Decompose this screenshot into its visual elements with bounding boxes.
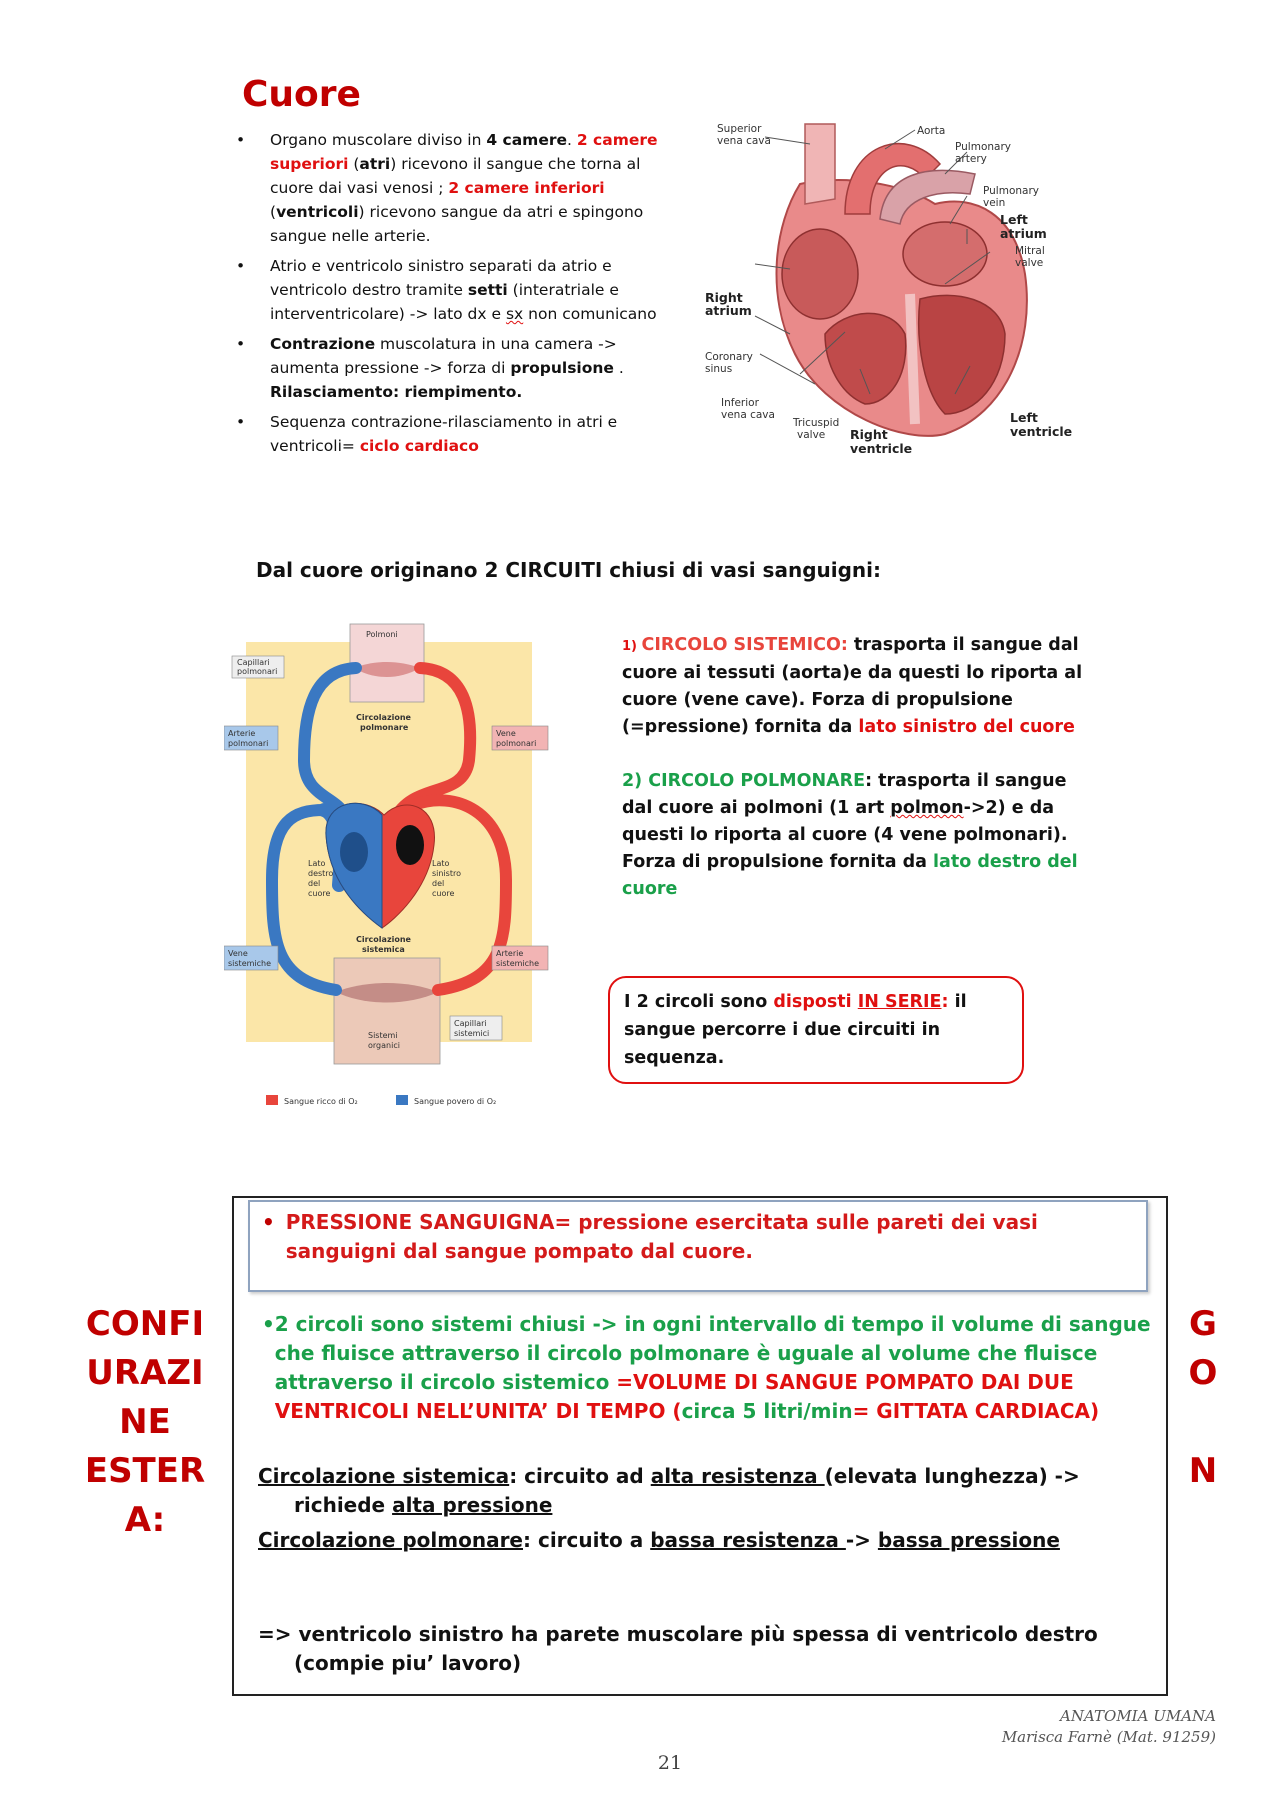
heart-label: Pulmonary	[955, 141, 1011, 153]
text: ventricoli	[276, 203, 359, 221]
heart-label: artery	[955, 153, 987, 165]
pulmonary-circuit-text	[622, 768, 1092, 903]
heart-label: atrium	[705, 303, 752, 318]
text: => ventricolo sinistro ha parete muscolare più spessa di ventricolo destro (compie piu’ lavoro)	[258, 1622, 1098, 1675]
text: I 2 circoli sono	[624, 992, 774, 1012]
text: atri	[359, 155, 391, 173]
heart-label: vena cava	[717, 135, 771, 147]
bullet: •	[236, 257, 246, 275]
diagram-label: Vene	[496, 729, 516, 738]
text: Atrio e ventricolo sinistro separati da atrio e ventricolo destro tramite	[270, 257, 612, 299]
text: CIRCOLO SISTEMICO:	[641, 635, 848, 655]
diagram-label: sistemici	[454, 1029, 490, 1038]
text: ->	[845, 1528, 878, 1552]
pulmonary-resistance-text	[258, 1526, 1148, 1555]
heart-label: ventricle	[850, 441, 913, 456]
text: Organo muscolare diviso in	[270, 131, 487, 149]
text: polmon	[890, 798, 964, 818]
legend-label: Sangue povero di O₂	[414, 1097, 497, 1106]
diagram-label: Lato	[308, 859, 326, 868]
text: alta resistenza	[650, 1464, 825, 1488]
heart-label: vena cava	[721, 409, 775, 421]
footer-course: ANATOMIA UMANA	[1060, 1707, 1216, 1725]
heart-label: vein	[983, 197, 1006, 209]
diagram-label: Sistemi	[368, 1031, 398, 1040]
text: ) ricevono sangue da atri e spingono sangue nelle arterie.	[270, 203, 644, 245]
diagram-label: Capillari	[454, 1019, 487, 1028]
side-text-line: ESTER	[84, 1451, 206, 1491]
text: lato sinistro del cuore	[858, 717, 1075, 737]
text: non comunicano	[523, 305, 657, 323]
list-item	[236, 332, 680, 404]
text: =VOLUME DI SANGUE POMPATO DAI DUE VENTRICOLI NELL’UNITA’ DI TEMPO (	[274, 1370, 1074, 1423]
text: (	[270, 203, 277, 221]
list-item	[236, 410, 680, 458]
text: 2 camere inferiori	[448, 179, 605, 197]
text: Sequenza contrazione-rilasciamento in atri e ventricoli=	[270, 413, 618, 455]
diagram-label: sinistro	[432, 869, 461, 878]
right-atrium-chamber	[782, 229, 858, 319]
legend-swatch-rich	[266, 1095, 278, 1105]
text: sx	[505, 305, 524, 323]
diagram-label: sistemica	[362, 945, 405, 954]
text: IN SERIE	[857, 992, 942, 1012]
heart-label: Mitral	[1015, 245, 1045, 257]
text: (interatriale e interventricolare) -> lato dx e	[270, 281, 619, 323]
side-text-line: URAZI	[86, 1353, 204, 1393]
side-text-line: A:	[124, 1500, 166, 1540]
page-number: 21	[657, 1752, 683, 1774]
text: Forza di propulsione fornita da	[622, 852, 934, 872]
text: 2) CIRCOLO POLMONARE	[622, 771, 866, 791]
text: 1)	[622, 639, 642, 654]
text: bassa pressione	[877, 1528, 1060, 1552]
heart-label: Left	[1010, 410, 1038, 425]
page-title: Cuore	[242, 74, 361, 115]
left-ventricle-shape	[396, 825, 424, 865]
text: .	[567, 131, 577, 149]
bullet: •	[236, 413, 246, 431]
pressure-definition	[262, 1208, 1142, 1266]
legend-swatch-poor	[396, 1095, 408, 1105]
text: Contrazione	[270, 335, 376, 353]
text: Circolazione polmonare	[258, 1528, 523, 1552]
septum-shape	[910, 294, 915, 424]
text: ->2) e da questi lo riporta al cuore (4 vene polmonari).	[622, 798, 1068, 845]
diagram-label: Capillari	[237, 658, 270, 667]
heart-label: Aorta	[917, 125, 946, 137]
diagram-label: destro	[308, 869, 334, 878]
text: : trasporta il sangue dal cuore ai polmoni (1 art	[622, 771, 1067, 818]
circuits-description	[622, 632, 1092, 930]
bullet: •	[236, 335, 246, 353]
bullet: •	[236, 131, 246, 149]
side-text-line: NE	[119, 1402, 171, 1442]
diagram-label: Circolazione	[356, 713, 411, 722]
list-item	[236, 128, 680, 248]
text: propulsione	[510, 359, 614, 377]
diagram-label: Arterie	[228, 729, 256, 738]
text: ciclo cardiaco	[359, 437, 479, 455]
text: : circuito ad	[509, 1464, 651, 1488]
list-item	[236, 254, 680, 326]
heart-bullet-list	[236, 128, 680, 464]
heart-label: Right	[705, 290, 743, 305]
side-text-line: G	[1189, 1304, 1217, 1344]
text: : circuito a	[523, 1528, 651, 1552]
left-atrium-chamber	[903, 222, 987, 286]
text: alta pressione	[392, 1493, 553, 1517]
superior-vena-cava-shape	[805, 124, 835, 204]
diagram-label: cuore	[432, 889, 455, 898]
text: Rilasciamento: riempimento.	[270, 383, 523, 401]
text: setti	[467, 281, 508, 299]
side-text-line: CONFI	[85, 1304, 205, 1344]
heart-label: Tricuspid	[793, 417, 840, 429]
text: = GITTATA CARDIACA)	[852, 1399, 1100, 1423]
diagram-label: del	[308, 879, 321, 888]
closed-circuits-text	[262, 1310, 1152, 1426]
text: PRESSIONE SANGUIGNA= pressione esercitata sulle pareti dei vasi sanguigni dal sangue pompato dal cuore.	[285, 1210, 1038, 1263]
text: 2 camere superiori	[270, 131, 658, 173]
diagram-label: polmonari	[496, 739, 537, 748]
side-text-right	[1178, 1300, 1228, 1496]
text: disposti	[773, 992, 858, 1012]
heart-label: Superior	[717, 123, 762, 135]
text: 2 circoli sono sistemi chiusi -> in ogni intervallo di tempo il volume di sangue che fluisce attraverso il circolo polmonare è uguale al volume che fluisce attraverso il circolo sistemico	[274, 1312, 1151, 1394]
diagram-label: Polmoni	[366, 630, 398, 639]
text: 4 camere	[486, 131, 567, 149]
text: (elevata lunghezza) -> richiede	[294, 1464, 1080, 1517]
diagram-label: del	[432, 879, 445, 888]
diagram-label: polmonari	[228, 739, 269, 748]
footer-author: Marisca Farnè (Mat. 91259)	[1001, 1728, 1216, 1746]
diagram-label: Circolazione	[356, 935, 411, 944]
text: muscolatura in una camera -> aumenta pressione -> forza di	[270, 335, 617, 377]
bullet: •	[262, 1210, 275, 1234]
diagram-label: sistemiche	[496, 959, 540, 968]
systemic-circuit-text	[622, 632, 1092, 741]
diagram-label: polmonari	[237, 667, 278, 676]
heart-label: valve	[1015, 257, 1044, 269]
text: lato destro del cuore	[622, 852, 1078, 899]
side-text-line	[1178, 1398, 1228, 1447]
side-text-left	[70, 1300, 220, 1545]
footer-credit	[900, 1706, 1216, 1748]
text: il sangue percorre i due circuiti in sequenza.	[624, 992, 967, 1068]
heart-label: atrium	[1000, 226, 1047, 241]
right-ventricle-shape	[340, 832, 368, 872]
text: .	[613, 359, 624, 377]
ventricle-wall-conclusion	[258, 1620, 1148, 1678]
heart-label: Right	[850, 427, 888, 442]
heart-label: Pulmonary	[983, 185, 1039, 197]
circulation-diagram	[224, 620, 554, 1115]
heart-label: sinus	[705, 363, 733, 375]
text: ) ricevono il sangue che torna al cuore dai vasi venosi ;	[270, 155, 641, 197]
diagram-label: sistemiche	[228, 959, 272, 968]
side-text-line: O	[1188, 1353, 1218, 1393]
systemic-resistance-text	[258, 1462, 1148, 1520]
heart-label: Left	[1000, 212, 1028, 227]
diagram-label: organici	[368, 1041, 400, 1050]
heart-label: Coronary	[705, 351, 753, 363]
text: trasporta il sangue dal cuore ai tessuti (aorta)e da questi lo riporta al cuore (vene cave). Forza di propulsione (=pressione) fornita da	[622, 635, 1083, 737]
text: (	[348, 155, 360, 173]
legend-label: Sangue ricco di O₂	[284, 1097, 358, 1106]
text: bassa resistenza	[650, 1528, 846, 1552]
side-text-line: N	[1188, 1451, 1218, 1491]
heart-label: Inferior	[721, 397, 759, 409]
bullet: •	[262, 1312, 275, 1336]
diagram-label: Arterie	[496, 949, 524, 958]
diagram-label: Lato	[432, 859, 450, 868]
text: circa 5 litri/min	[681, 1399, 853, 1423]
text: Circolazione sistemica	[258, 1464, 510, 1488]
heart-label: ventricle	[1010, 424, 1073, 439]
heart-label: valve	[797, 429, 826, 441]
diagram-label: cuore	[308, 889, 331, 898]
diagram-label: polmonare	[360, 723, 409, 732]
circuits-heading: Dal cuore originano 2 CIRCUITI chiusi di vasi sanguigni:	[256, 558, 882, 582]
diagram-label: Vene	[228, 949, 248, 958]
heart-anatomy-figure	[705, 104, 1090, 464]
in-series-callout	[608, 976, 1024, 1084]
text: :	[941, 992, 949, 1012]
